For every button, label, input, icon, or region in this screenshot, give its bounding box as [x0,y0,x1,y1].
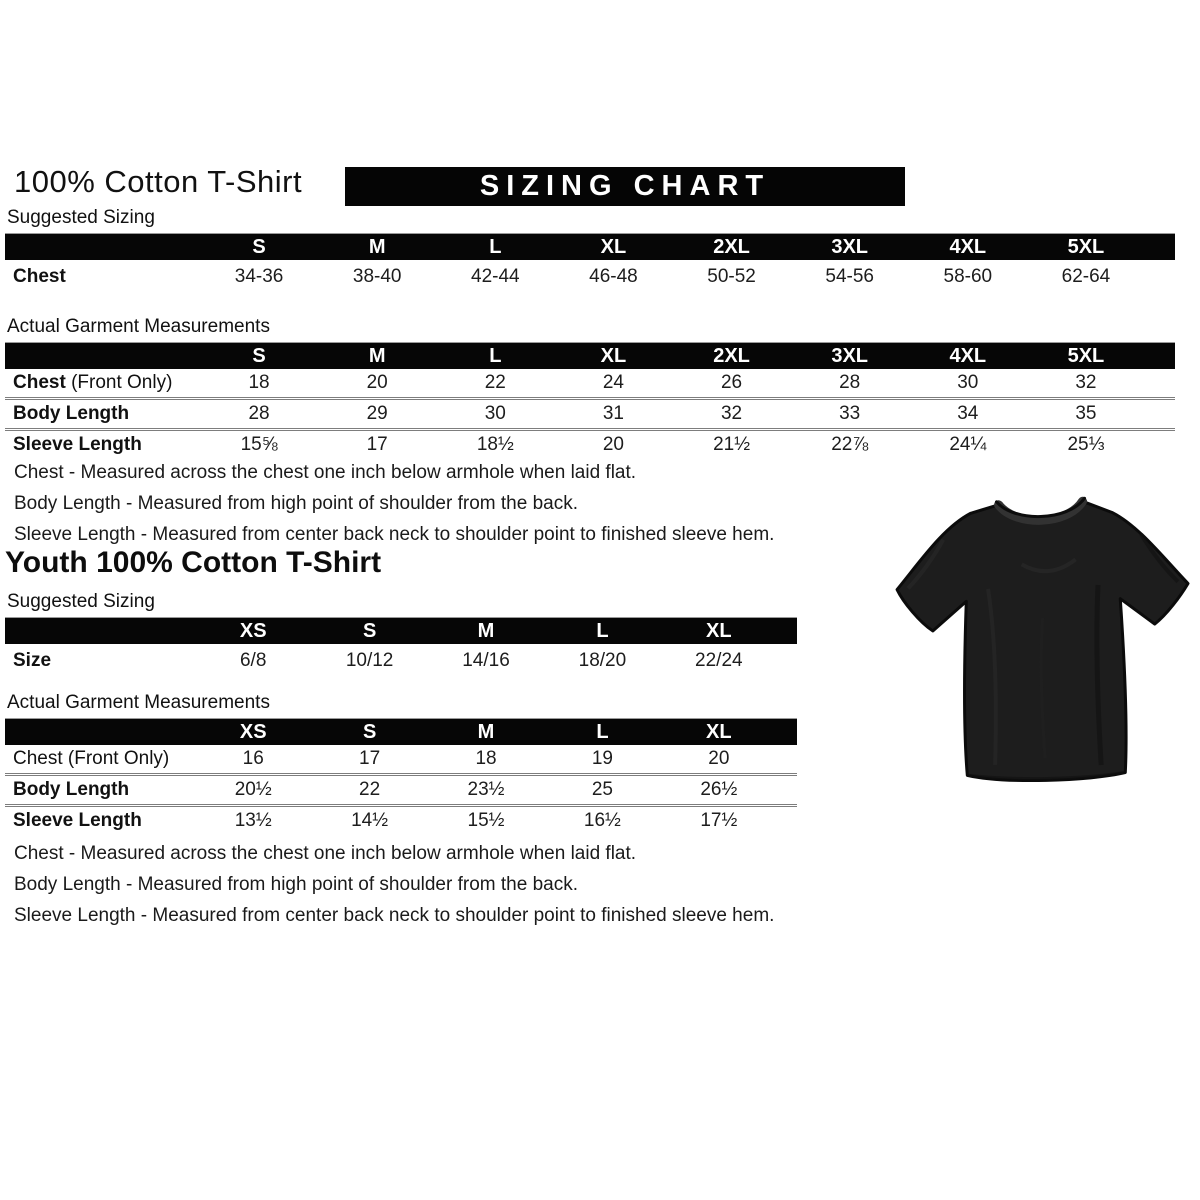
adult-actual-table [5,343,1175,459]
value-cell: 54-56 [825,266,874,287]
col-header: XS [239,619,267,642]
col-header: S [362,619,377,642]
value-cell: 30 [957,372,979,393]
sizing-chart-banner [345,167,905,206]
col-header: 5XL [1067,235,1105,258]
note-body-length: Body Length - Measured from high point of shoulder from the back. [14,874,578,895]
value-cell: 34-36 [234,266,284,287]
value-cell: 24¼ [949,434,987,455]
youth-suggested-table [5,618,797,678]
page-title: 100% Cotton T-Shirt [14,164,303,199]
col-header: 4XL [949,344,987,367]
youth-actual-label: Actual Garment Measurements [5,692,797,719]
value-cell: 16½ [583,810,621,831]
note-sleeve-length: Sleeve Length - Measured from center back neck to shoulder point to finished sleeve hem. [14,905,775,926]
note-chest: Chest - Measured across the chest one inch below armhole when laid flat. [14,843,637,864]
table-row [5,644,797,678]
row-label: Sleeve Length [13,434,142,455]
value-cell: 20 [602,434,624,455]
value-cell: 16 [242,748,264,769]
value-cell: 20 [366,372,388,393]
value-cell: 38-40 [352,266,402,287]
col-header: 5XL [1067,344,1105,367]
value-cell: 42-44 [471,266,520,287]
table-header-row [5,618,797,644]
value-cell: 20 [708,748,730,769]
adult-actual-section [5,316,1175,459]
value-cell: 33 [839,403,861,424]
row-label: Size [13,650,52,671]
value-cell: 25 [591,779,613,800]
value-cell: 22 [484,372,506,393]
col-header: M [368,344,386,367]
table-row [5,776,797,807]
col-header: XL [706,720,732,743]
value-cell: 10/12 [345,650,394,671]
value-cell: 46-48 [589,266,638,287]
col-header: S [252,235,266,258]
value-cell: 15⅝ [240,434,278,455]
table-header-row [5,234,1175,260]
col-header: L [596,720,609,743]
row-label: Chest [13,372,66,393]
col-header: L [489,235,502,258]
value-cell: 17 [359,748,381,769]
col-header: M [477,619,495,642]
adult-suggested-table [5,234,1175,294]
value-cell: 29 [366,403,388,424]
note-chest: Chest - Measured across the chest one inch below armhole when laid flat. [14,462,637,483]
youth-actual-section [5,692,797,835]
note-sleeve-length: Sleeve Length - Measured from center back neck to shoulder point to finished sleeve hem. [14,524,775,545]
col-header: S [252,344,266,367]
col-header: XL [706,619,732,642]
adult-suggested-label: Suggested Sizing [5,207,1175,234]
value-cell: 32 [1075,372,1097,393]
value-cell: 23½ [467,779,505,800]
tshirt-illustration [893,468,1195,816]
value-cell: 14½ [351,810,389,831]
row-label: Chest (Front Only) [13,748,170,769]
value-cell: 34 [957,403,979,424]
row-label: Chest [13,266,66,287]
value-cell: 18/20 [578,650,627,671]
adult-measurement-notes [14,462,814,546]
col-header: 2XL [713,344,750,367]
value-cell: 13½ [234,810,272,831]
value-cell: 30 [484,403,506,424]
value-cell: 22/24 [695,650,743,671]
col-header: XS [239,720,267,743]
row-label: Body Length [13,779,130,800]
table-row [5,431,1175,459]
value-cell: 22 [359,779,381,800]
row-label: Body Length [13,403,130,424]
youth-suggested-label: Suggested Sizing [5,591,797,618]
value-cell: 21½ [713,434,751,455]
value-cell: 26 [720,372,743,393]
col-header: 3XL [831,235,869,258]
value-cell: 58-60 [943,266,993,287]
tshirt-photo [893,468,1195,816]
table-row [5,260,1175,294]
value-cell: 22⅞ [831,434,869,455]
youth-measurement-notes [14,843,814,927]
value-cell: 31 [602,403,624,424]
col-header: M [477,720,495,743]
value-cell: 50-52 [707,266,756,287]
table-header-row [5,719,797,745]
value-cell: 17 [366,434,388,455]
col-header: 4XL [949,235,987,258]
note-body-length: Body Length - Measured from high point of shoulder from the back. [14,493,578,514]
youth-section-title: Youth 100% Cotton T-Shirt [5,546,382,579]
col-header: XL [600,235,627,258]
sizing-chart-banner-label: SIZING CHART [479,170,771,202]
table-header-row [5,343,1175,369]
value-cell: 17½ [700,810,738,831]
value-cell: 18 [475,748,497,769]
value-cell: 6/8 [239,650,267,671]
youth-actual-table [5,719,797,835]
row-label-suffix: (Front Only) [65,372,173,393]
table-row [5,807,797,835]
value-cell: 35 [1075,403,1097,424]
col-header: L [489,344,502,367]
value-cell: 20½ [234,779,272,800]
table-row [5,400,1175,431]
value-cell: 19 [591,748,613,769]
col-header: L [596,619,609,642]
value-cell: 62-64 [1061,266,1111,287]
value-cell: 32 [720,403,743,424]
adult-actual-label: Actual Garment Measurements [5,316,1175,343]
value-cell: 28 [248,403,270,424]
value-cell: 28 [839,372,861,393]
value-cell: 18½ [476,434,514,455]
table-row [5,745,797,776]
col-header: S [362,720,377,743]
adult-suggested-section [5,207,1175,294]
col-header: XL [600,344,627,367]
row-label: Sleeve Length [13,810,142,831]
col-header: M [368,235,386,258]
table-row [5,369,1175,400]
col-header: 2XL [713,235,750,258]
value-cell: 26½ [700,779,738,800]
value-cell: 14/16 [462,650,510,671]
youth-suggested-section [5,591,797,678]
col-header: 3XL [831,344,869,367]
value-cell: 15½ [467,810,505,831]
value-cell: 24 [602,372,624,393]
value-cell: 25⅓ [1067,434,1105,455]
value-cell: 18 [248,372,270,393]
